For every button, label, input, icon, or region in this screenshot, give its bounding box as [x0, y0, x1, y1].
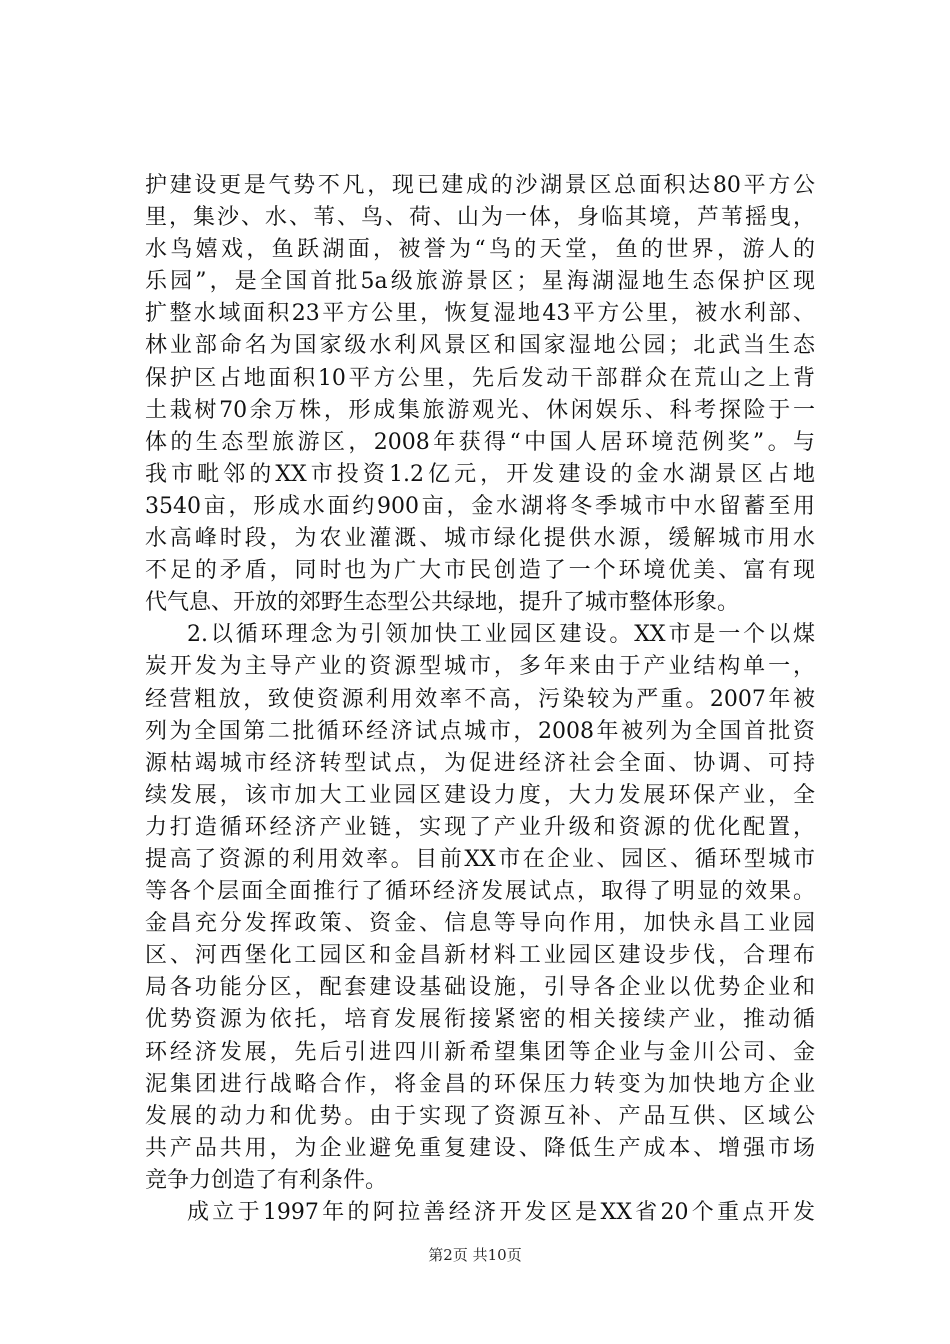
text-line: 水高峰时段，为农业灌溉、城市绿化提供水源，缓解城市用水	[145, 526, 815, 552]
text-line: 成立于1997年的阿拉善经济开发区是XX省20个重点开发	[187, 1200, 815, 1225]
text-line: 区、河西堡化工园区和金昌新材料工业园区建设步伐，合理布	[145, 943, 815, 969]
text-line: 不足的矛盾，同时也为广大市民创造了一个环境优美、富有现	[145, 558, 815, 584]
text-line: 代气息、开放的郊野生态型公共绿地，提升了城市整体形象。	[145, 590, 740, 616]
text-line: 列为全国第二批循环经济试点城市，2008年被列为全国首批资	[145, 718, 815, 744]
text-line: 环经济发展，先后引进四川新希望集团等企业与金川公司、金	[145, 1039, 815, 1065]
text-line: 体的生态型旅游区，2008年获得“中国人居环境范例奖”。与	[145, 429, 815, 455]
text-line: 等各个层面全面推行了循环经济发展试点，取得了明显的效果。	[145, 879, 815, 905]
text-line: 炭开发为主导产业的资源型城市，多年来由于产业结构单一，	[145, 654, 815, 680]
text-line: 金昌充分发挥政策、资金、信息等导向作用，加快永昌工业园	[145, 911, 815, 937]
text-line: 2.以循环理念为引领加快工业园区建设。XX市是一个以煤	[187, 622, 815, 648]
text-line: 我市毗邻的XX市投资1.2亿元，开发建设的金水湖景区占地	[145, 461, 815, 487]
text-line: 共产品共用，为企业避免重复建设、降低生产成本、增强市场	[145, 1135, 815, 1161]
text-line: 源枯竭城市经济转型试点，为促进经济社会全面、协调、可持	[145, 750, 815, 776]
text-line: 续发展，该市加大工业园区建设力度，大力发展环保产业，全	[145, 782, 815, 808]
text-line: 护建设更是气势不凡，现已建成的沙湖景区总面积达80平方公	[145, 173, 815, 198]
text-line: 乐园”，是全国首批5a级旅游景区；星海湖湿地生态保护区现	[145, 269, 815, 295]
page-footer: 第2页 共10页	[428, 1246, 522, 1264]
text-line: 优势资源为依托，培育发展衔接紧密的相关接续产业，推动循	[145, 1007, 815, 1033]
text-line: 局各功能分区，配套建设基础设施，引导各企业以优势企业和	[145, 975, 815, 1001]
text-line: 提高了资源的利用效率。目前XX市在企业、园区、循环型城市	[145, 846, 815, 872]
text-line: 力打造循环经济产业链，实现了产业升级和资源的优化配置，	[145, 814, 815, 840]
text-line: 里，集沙、水、苇、鸟、荷、山为一体，身临其境，芦苇摇曳，	[145, 205, 815, 231]
body-text	[145, 170, 815, 1229]
text-line: 竞争力创造了有利条件。	[145, 1167, 388, 1193]
text-line: 经营粗放，致使资源利用效率不高，污染较为严重。2007年被	[145, 686, 815, 712]
text-line: 水鸟嬉戏，鱼跃湖面，被誉为“鸟的天堂，鱼的世界，游人的	[145, 237, 815, 263]
text-line: 发展的动力和优势。由于实现了资源互补、产品互供、区域公	[145, 1103, 815, 1129]
text-line: 扩整水域面积23平方公里，恢复湿地43平方公里，被水利部、	[145, 301, 815, 327]
text-line: 保护区占地面积10平方公里，先后发动干部群众在荒山之上背	[145, 365, 815, 391]
text-line: 泥集团进行战略合作，将金昌的环保压力转变为加快地方企业	[145, 1071, 815, 1097]
text-line: 林业部命名为国家级水利风景区和国家湿地公园；北武当生态	[145, 333, 815, 359]
text-line: 3540亩，形成水面约900亩，金水湖将冬季城市中水留蓄至用	[145, 493, 815, 519]
text-line: 土栽树70余万株，形成集旅游观光、休闲娱乐、科考探险于一	[145, 397, 815, 423]
